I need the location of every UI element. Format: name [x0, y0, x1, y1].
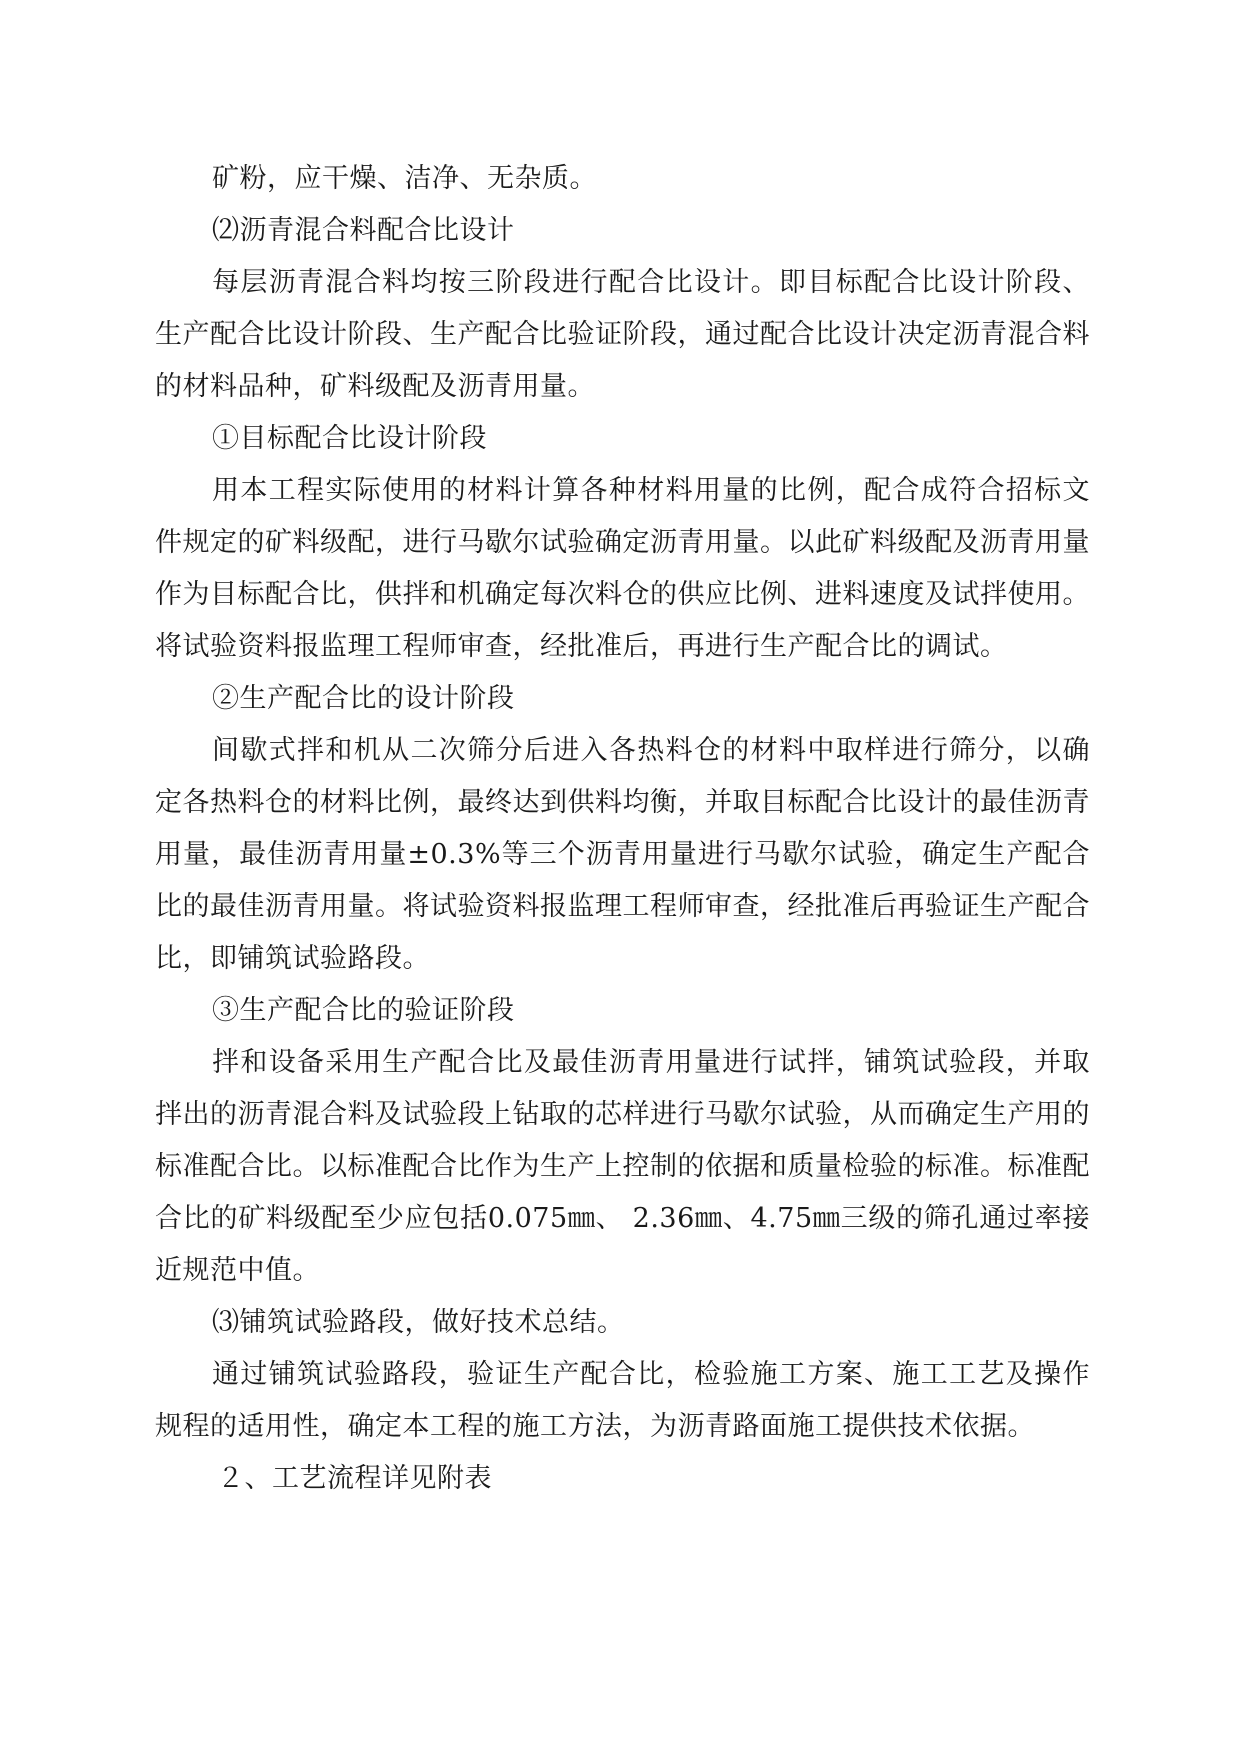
- paragraph-three-stage-design: 每层沥青混合料均按三阶段进行配合比设计。即目标配合比设计阶段、生产配合比设计阶段、生产配合比验证阶段，通过配合比设计决定沥青混合料的材料品种，矿料级配及沥青用量。: [155, 267, 1090, 402]
- paragraph-mineral-powder: 矿粉，应干燥、洁净、无杂质。: [212, 163, 597, 194]
- paragraph-target-mix: 用本工程实际使用的材料计算各种材料用量的比例，配合成符合招标文件规定的矿料级配，进行马歇尔试验确定沥青用量。以此矿料级配及沥青用量作为目标配合比，供拌和机确定每次料仓的供应比例、进料速度及试拌使用。将试验资料报监理工程师审查，经批准后，再进行生产配合比的调试。: [155, 475, 1090, 662]
- document-page: [155, 153, 1090, 1505]
- paragraph-production-mix-verification: 拌和设备采用生产配合比及最佳沥青用量进行试拌，铺筑试验段，并取拌出的沥青混合料及试验段上钻取的芯样进行马歇尔试验，从而确定生产用的标准配合比。以标准配合比作为生产上控制的依据和质量检验的标准。标准配合比的矿料级配至少应包括0.075㎜、 2.36㎜、4.75㎜三级的筛孔通过率接近规范中值。: [155, 1047, 1090, 1286]
- paragraph-production-mix-design: 间歇式拌和机从二次筛分后进入各热料仓的材料中取样进行筛分，以确定各热料仓的材料比例，最终达到供料均衡，并取目标配合比设计的最佳沥青用量，最佳沥青用量±0.3%等三个沥青用量进行马歇尔试验，确定生产配合比的最佳沥青用量。将试验资料报监理工程师审查，经批准后再验证生产配合比，即铺筑试验路段。: [155, 735, 1090, 974]
- heading-production-mix-design-stage: ②生产配合比的设计阶段: [212, 683, 515, 714]
- heading-production-mix-verification-stage: ③生产配合比的验证阶段: [212, 995, 515, 1026]
- heading-target-mix-stage: ①目标配合比设计阶段: [212, 423, 487, 454]
- heading-process-flow: ２、工艺流程详见附表: [217, 1463, 492, 1494]
- heading-mix-design: ⑵沥青混合料配合比设计: [212, 215, 515, 246]
- heading-trial-section: ⑶铺筑试验路段，做好技术总结。: [212, 1307, 625, 1338]
- paragraph-trial-section: 通过铺筑试验路段，验证生产配合比，检验施工方案、施工工艺及操作规程的适用性，确定本工程的施工方法，为沥青路面施工提供技术依据。: [155, 1359, 1090, 1442]
